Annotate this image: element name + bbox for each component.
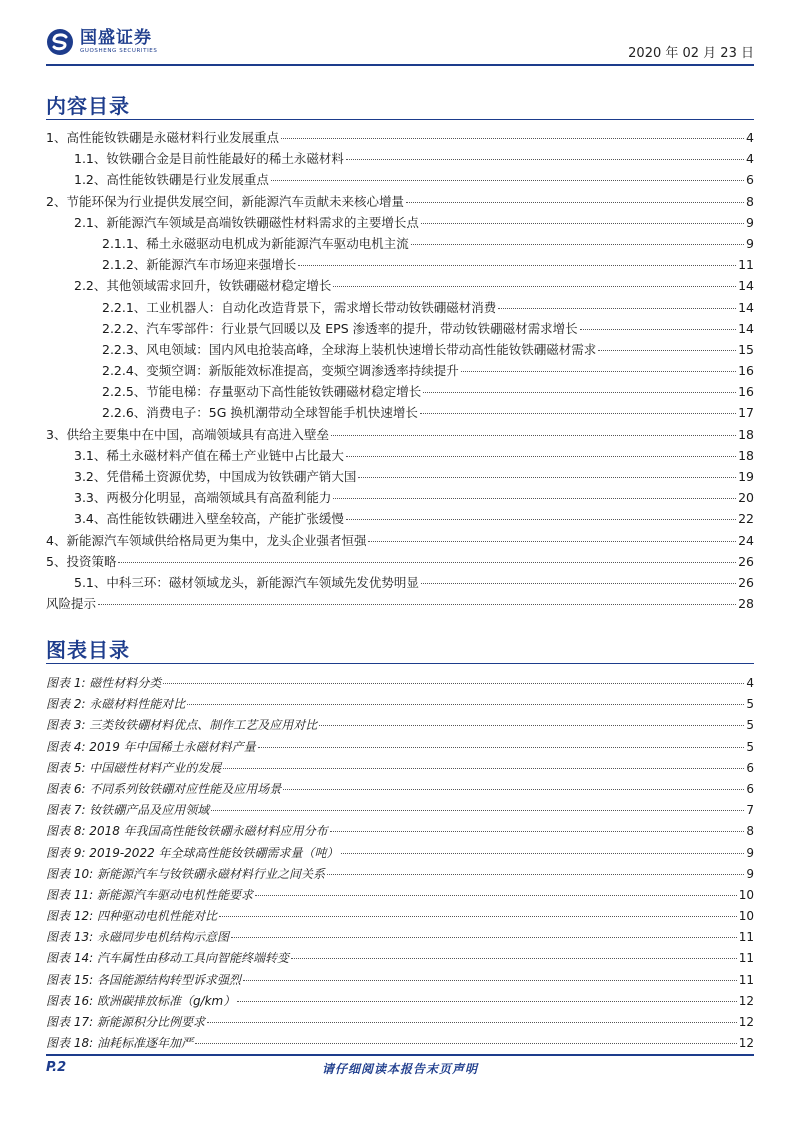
dot-leader <box>243 980 737 981</box>
figure-entry-page: 5 <box>746 718 754 733</box>
figure-entry-page: 6 <box>746 781 754 796</box>
figure-entry[interactable] <box>46 971 754 992</box>
dot-leader <box>331 435 736 436</box>
figure-entry[interactable] <box>46 928 754 949</box>
dot-leader <box>598 350 736 351</box>
dot-leader <box>341 853 745 854</box>
toc-entry-label: 2.2.2、汽车零部件：行业景气回暖以及 EPS 渗透率的提升，带动钕铁硼磁材需求增长 <box>102 320 578 336</box>
toc-entry[interactable] <box>46 509 754 530</box>
toc-entry-label: 2.2.1、工业机器人：自动化改造背景下，需求增长带动钕铁硼磁材消费 <box>102 299 497 315</box>
figure-entry-label: 图表 10: 新能源汽车与钕铁硼永磁材料行业之间关系 <box>46 866 325 881</box>
toc-title: 内容目录 <box>46 94 130 118</box>
toc-entry[interactable] <box>46 488 754 509</box>
toc-entry-label: 5.1、中科三环：磁材领域龙头，新能源汽车领域先发优势明显 <box>74 574 419 590</box>
dot-leader <box>291 958 737 959</box>
toc-entry[interactable] <box>46 192 754 213</box>
dot-leader <box>346 519 736 520</box>
dot-leader <box>255 895 737 896</box>
figure-entry-page: 11 <box>738 951 754 966</box>
dot-leader <box>187 704 744 705</box>
figure-entry[interactable] <box>46 886 754 907</box>
toc-entry-label: 2.2、其他领域需求回升，钕铁硼磁材稳定增长 <box>74 278 332 294</box>
dot-leader <box>461 371 736 372</box>
toc-entry-page: 11 <box>738 257 754 273</box>
figure-entry-label: 图表 11: 新能源汽车驱动电机性能要求 <box>46 887 253 902</box>
figure-entry-page: 9 <box>746 845 754 860</box>
dot-leader <box>421 223 744 224</box>
figure-entry-label: 图表 15: 各国能源结构转型诉求强烈 <box>46 972 241 987</box>
figure-entry[interactable] <box>46 1034 754 1055</box>
figure-entry-label: 图表 13: 永磁同步电机结构示意图 <box>46 930 229 945</box>
toc-entry-page: 17 <box>738 405 754 421</box>
figure-entry[interactable] <box>46 949 754 970</box>
toc-entry-page: 26 <box>738 553 754 569</box>
figure-entry[interactable] <box>46 822 754 843</box>
toc-entry-page: 15 <box>738 341 754 357</box>
toc-entry-page: 14 <box>738 299 754 315</box>
toc-entry[interactable] <box>46 319 754 340</box>
toc-entry-label: 风险提示 <box>46 596 97 612</box>
toc-entry[interactable] <box>46 446 754 467</box>
figure-entry[interactable] <box>46 759 754 780</box>
figure-entry-label: 图表 1: 磁性材料分类 <box>46 676 162 690</box>
toc-entry-label: 2.1.1、稀土永磁驱动电机成为新能源汽车驱动电机主流 <box>102 235 409 251</box>
toc-entry-label: 2.2.4、变频空调：新版能效标准提高，变频空调渗透率持续提升 <box>102 363 459 379</box>
toc-entry[interactable] <box>46 531 754 552</box>
figure-entry-label: 图表 8: 2018 年我国高性能钕铁硼永磁材料应用分布 <box>46 824 328 839</box>
toc-entry[interactable] <box>46 213 754 234</box>
toc-entry[interactable] <box>46 340 754 361</box>
dot-leader <box>346 159 744 160</box>
figure-entry[interactable] <box>46 780 754 801</box>
toc-entry-label: 3.4、高性能钕铁硼进入壁垒较高，产能扩张缓慢 <box>74 511 344 527</box>
dot-leader <box>237 1001 736 1002</box>
toc-entry-page: 18 <box>738 447 754 463</box>
figure-list-divider <box>46 663 754 664</box>
figure-entry-label: 图表 12: 四种驱动电机性能对比 <box>46 909 217 924</box>
toc-entry-page: 26 <box>738 574 754 590</box>
figure-entry-page: 11 <box>738 930 754 945</box>
figure-entry-label: 图表 16: 欧洲碳排放标准（g/km） <box>46 993 236 1008</box>
figure-entry-label: 图表 6: 不同系列钕铁硼对应性能及应用场景 <box>46 781 282 796</box>
figure-entry-page: 11 <box>738 972 754 987</box>
toc-entry-label: 3.3、两极分化明显，高端领域具有高盈利能力 <box>74 490 332 506</box>
figure-entry-page: 12 <box>738 993 754 1008</box>
toc-entry[interactable] <box>46 382 754 403</box>
dot-leader <box>420 413 736 414</box>
dot-leader <box>298 265 736 266</box>
toc-entry[interactable] <box>46 255 754 276</box>
toc-entry[interactable] <box>46 234 754 255</box>
figure-entry-page: 7 <box>746 803 754 818</box>
toc-entry-label: 2.2.3、风电领域：国内风电抢装高峰，全球海上装机快速增长带动高性能钕铁硼磁材需求 <box>102 341 597 357</box>
toc-entry-label: 5、投资策略 <box>46 553 117 569</box>
toc-entry-page: 14 <box>738 278 754 294</box>
toc-entry-label: 3.1、稀土永磁材料产值在稀土产业链中占比最大 <box>74 447 344 463</box>
toc-entry-page: 14 <box>738 320 754 336</box>
figure-entry-label: 图表 14: 汽车属性由移动工具向智能终端转变 <box>46 951 289 966</box>
toc-entry-label: 1.2、高性能钕铁硼是行业发展重点 <box>74 172 269 188</box>
toc-entry-label: 2.2.5、节能电梯：存量驱动下高性能钕铁硼磁材稳定增长 <box>102 384 422 400</box>
figure-entry-label: 图表 18: 油耗标准逐年加严 <box>46 1036 193 1051</box>
toc-entry[interactable] <box>46 170 754 191</box>
toc-entry-label: 2、节能环保为行业提供发展空间，新能源汽车贡献未来核心增量 <box>46 193 404 209</box>
dot-leader <box>358 477 736 478</box>
dot-leader <box>333 498 736 499</box>
figure-entry-page: 6 <box>746 760 754 775</box>
dot-leader <box>271 180 744 181</box>
dot-leader <box>346 456 736 457</box>
report-date: 2020 年 02 月 23 日 <box>628 46 754 61</box>
toc-entry-page: 16 <box>738 363 754 379</box>
toc-entry-page: 18 <box>738 426 754 442</box>
dot-leader <box>406 202 744 203</box>
dot-leader <box>423 392 736 393</box>
figure-entry-label: 图表 17: 新能源积分比例要求 <box>46 1015 205 1029</box>
dot-leader <box>211 810 744 811</box>
toc-entry-label: 3.2、凭借稀土资源优势，中国成为钕铁硼产销大国 <box>74 469 357 484</box>
figure-list-title: 图表目录 <box>46 638 130 662</box>
figure-entry-page: 4 <box>746 676 754 690</box>
toc-title-divider <box>46 119 754 120</box>
toc-entry[interactable] <box>46 552 754 573</box>
dot-leader <box>195 1043 737 1044</box>
figure-entry-label: 图表 3: 三类钕铁硼材料优点、制作工艺及应用对比 <box>46 718 318 733</box>
dot-leader <box>219 916 737 917</box>
brand-name-cn: 国盛证券 <box>80 28 152 48</box>
toc-entry-page: 28 <box>738 596 754 612</box>
toc-entry[interactable] <box>46 573 754 594</box>
guosheng-logo-icon <box>46 28 74 56</box>
figure-entry-page: 12 <box>738 1036 754 1051</box>
toc-entry-label: 1.1、钕铁硼合金是目前性能最好的稀土永磁材料 <box>74 151 344 167</box>
toc-entry-label: 4、新能源汽车领域供给格局更为集中，龙头企业强者恒强 <box>46 532 367 548</box>
figure-entry[interactable] <box>46 801 754 822</box>
page-number: P.2 <box>46 1060 67 1075</box>
dot-leader <box>281 138 744 139</box>
toc-entry-page: 6 <box>746 172 754 188</box>
toc-entry[interactable] <box>46 467 754 488</box>
toc-entry[interactable] <box>46 149 754 170</box>
figure-entry[interactable] <box>46 992 754 1013</box>
figure-entry[interactable] <box>46 844 754 865</box>
toc-entry-label: 1、高性能钕铁硼是永磁材料行业发展重点 <box>46 130 279 145</box>
dot-leader <box>223 768 744 769</box>
figure-list <box>46 674 754 1055</box>
dot-leader <box>421 583 736 584</box>
figure-entry-page: 5 <box>746 697 754 712</box>
table-of-contents <box>46 128 754 615</box>
dot-leader <box>368 541 736 542</box>
figure-entry-page: 9 <box>746 866 754 881</box>
dot-leader <box>330 831 745 832</box>
figure-entry-label: 图表 5: 中国磁性材料产业的发展 <box>46 760 222 775</box>
brand-name-en: GUOSHENG SECURITIES <box>80 48 158 54</box>
toc-entry-label: 2.2.6、消费电子：5G 换机潮带动全球智能手机快速增长 <box>102 405 418 421</box>
toc-entry[interactable] <box>46 594 754 615</box>
figure-entry-page: 12 <box>738 1015 754 1029</box>
figure-entry-page: 10 <box>738 887 754 902</box>
brand-logo <box>46 22 157 62</box>
toc-entry-page: 9 <box>746 235 754 251</box>
toc-entry[interactable] <box>46 403 754 424</box>
disclaimer-notice: 请仔细阅读本报告末页声明 <box>321 1062 478 1076</box>
toc-entry-label: 3、供给主要集中在中国，高端领域具有高进入壁垒 <box>46 426 329 442</box>
dot-leader <box>319 725 744 726</box>
toc-entry-page: 8 <box>746 193 754 209</box>
page-header <box>46 22 754 62</box>
figure-entry-page: 8 <box>746 824 754 839</box>
figure-entry-label: 图表 2: 永磁材料性能对比 <box>46 697 186 712</box>
toc-entry[interactable] <box>46 298 754 319</box>
toc-entry[interactable] <box>46 276 754 297</box>
dot-leader <box>327 874 744 875</box>
toc-entry-label: 2.1、新能源汽车领域是高端钕铁硼磁性材料需求的主要增长点 <box>74 214 419 230</box>
figure-entry[interactable] <box>46 738 754 759</box>
toc-entry-label: 2.1.2、新能源汽车市场迎来强增长 <box>102 257 297 273</box>
dot-leader <box>118 562 736 563</box>
figure-entry[interactable] <box>46 716 754 737</box>
dot-leader <box>498 308 736 309</box>
toc-entry[interactable] <box>46 361 754 382</box>
toc-entry[interactable] <box>46 128 754 149</box>
dot-leader <box>258 747 745 748</box>
header-divider <box>46 64 754 66</box>
toc-entry-page: 24 <box>738 532 754 548</box>
toc-entry-page: 9 <box>746 214 754 230</box>
dot-leader <box>98 604 736 605</box>
dot-leader <box>580 329 736 330</box>
dot-leader <box>163 683 744 684</box>
toc-entry-page: 20 <box>738 490 754 506</box>
figure-entry-label: 图表 4: 2019 年中国稀土永磁材料产量 <box>46 739 256 754</box>
toc-entry-page: 22 <box>738 511 754 527</box>
footer-divider <box>46 1054 754 1056</box>
figure-entry-label: 图表 9: 2019-2022 年全球高性能钕铁硼需求量（吨） <box>46 845 339 860</box>
dot-leader <box>333 286 736 287</box>
dot-leader <box>283 789 744 790</box>
dot-leader <box>207 1022 737 1023</box>
figure-entry[interactable] <box>46 1013 754 1034</box>
figure-entry[interactable] <box>46 695 754 716</box>
figure-entry[interactable] <box>46 865 754 886</box>
figure-entry[interactable] <box>46 907 754 928</box>
figure-entry[interactable] <box>46 674 754 695</box>
figure-entry-page: 5 <box>746 739 754 754</box>
dot-leader <box>411 244 744 245</box>
toc-entry[interactable] <box>46 425 754 446</box>
figure-entry-label: 图表 7: 钕铁硼产品及应用领域 <box>46 803 210 818</box>
toc-entry-page: 19 <box>738 469 754 484</box>
toc-entry-page: 16 <box>738 384 754 400</box>
dot-leader <box>231 937 737 938</box>
toc-entry-page: 4 <box>746 151 754 167</box>
toc-entry-page: 4 <box>746 130 754 145</box>
figure-entry-page: 10 <box>738 909 754 924</box>
